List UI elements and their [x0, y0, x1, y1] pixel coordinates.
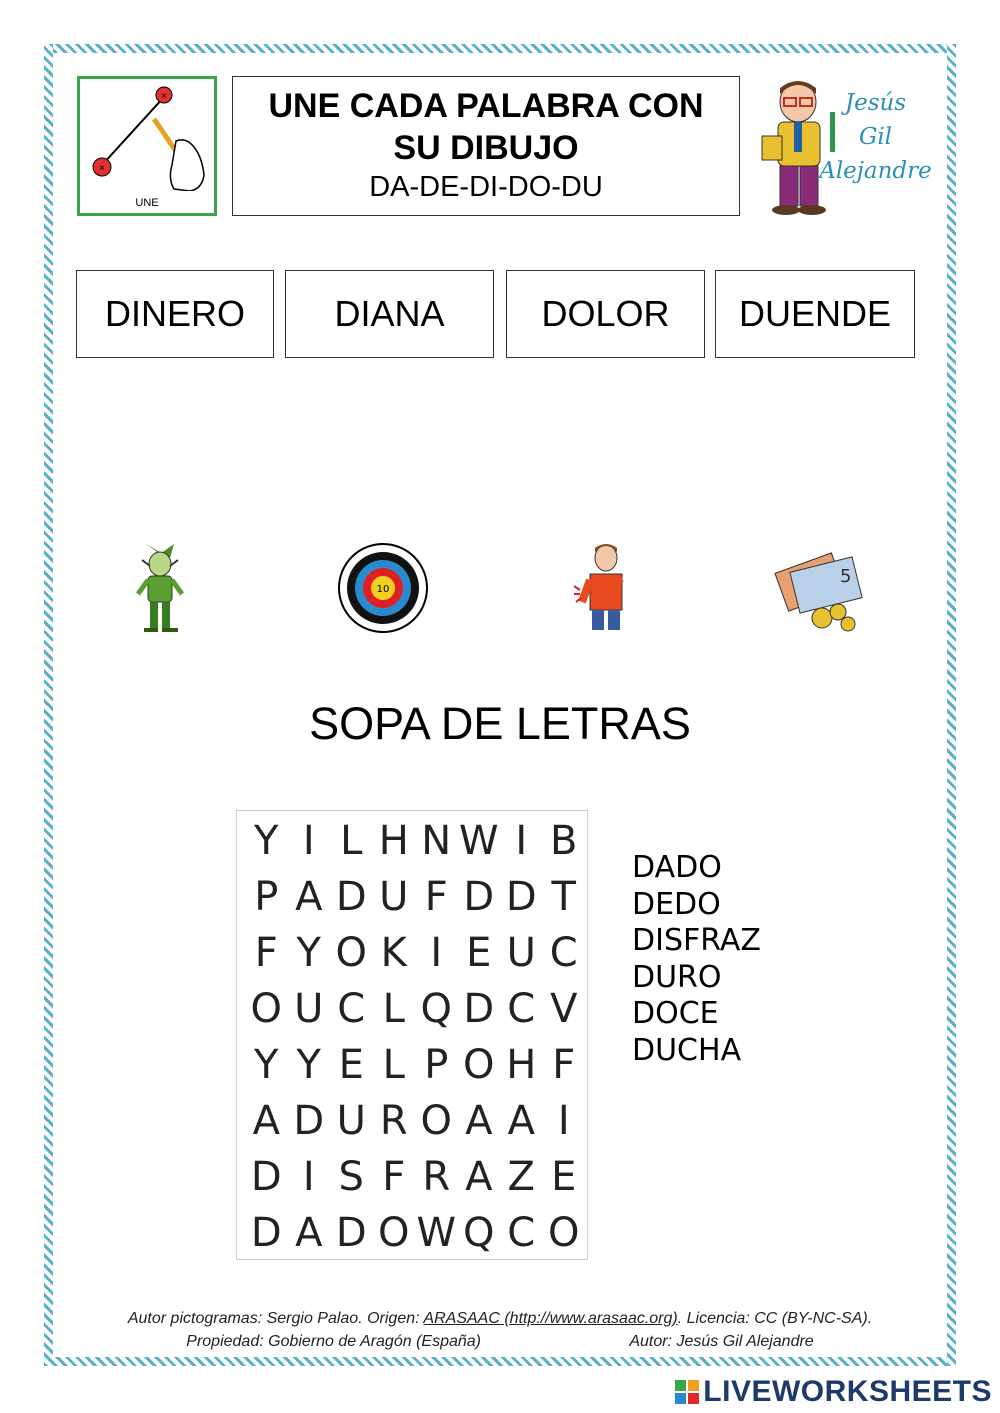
grid-cell[interactable]: L [340, 818, 363, 864]
grid-cell[interactable]: A [465, 1098, 493, 1144]
grid-cell[interactable]: H [506, 1042, 537, 1088]
grid-cell[interactable]: R [422, 1154, 451, 1200]
grid-cell[interactable]: I [515, 818, 528, 864]
grid-cell[interactable]: L [382, 986, 405, 1032]
grid-cell[interactable]: D [250, 1210, 282, 1256]
grid-cell[interactable]: F [254, 930, 278, 976]
target-icon[interactable] [337, 542, 429, 634]
grid-cell[interactable]: U [336, 1098, 366, 1144]
grid-cell[interactable]: P [254, 874, 279, 920]
svg-text:×: × [161, 91, 167, 102]
goblin-icon[interactable] [132, 540, 188, 636]
grid-cell[interactable]: Q [463, 1210, 495, 1256]
grid-cell[interactable]: T [551, 874, 576, 920]
grid-cell[interactable]: N [421, 818, 452, 864]
liveworksheets-mark-icon [675, 1380, 699, 1404]
word-box-dinero[interactable] [76, 270, 274, 358]
une-pictogram-label: UNE [135, 197, 159, 209]
une-pictogram [77, 76, 217, 216]
grid-cell[interactable]: P [424, 1042, 449, 1088]
grid-cell[interactable]: F [382, 1154, 406, 1200]
word-box-duende[interactable] [715, 270, 915, 358]
liveworksheets-logo[interactable] [675, 1375, 992, 1409]
credits-text: Autor pictogramas: Sergio Palao. Origen: [127, 1310, 424, 1327]
grid-cell[interactable]: C [507, 1210, 536, 1256]
list-item: DURO [632, 959, 722, 995]
grid-cell[interactable]: D [505, 874, 537, 920]
grid-cell[interactable]: L [382, 1042, 405, 1088]
credits-line-2 [0, 1333, 1000, 1351]
page-border-top [44, 44, 956, 53]
grid-cell[interactable]: I [430, 930, 443, 976]
grid-cell[interactable]: A [465, 1154, 493, 1200]
list-item: DUCHA [632, 1032, 742, 1068]
grid-cell[interactable]: D [335, 1210, 367, 1256]
page-title: UNE CADA PALABRA CON SU DIBUJO [268, 87, 704, 167]
word-label: DOLOR [541, 293, 670, 334]
grid-cell[interactable]: U [379, 874, 409, 920]
grid-cell[interactable]: Q [420, 986, 452, 1032]
grid-cell[interactable]: O [548, 1210, 580, 1256]
grid-cell[interactable]: H [378, 818, 409, 864]
author-signature-line: Alejandre [819, 158, 932, 184]
grid-cell[interactable]: A [295, 874, 323, 920]
list-item: DEDO [632, 886, 721, 922]
list-item: DISFRAZ [632, 923, 761, 959]
grid-cell[interactable]: C [507, 986, 536, 1032]
grid-cell[interactable]: C [337, 986, 366, 1032]
grid-cell[interactable]: K [380, 930, 407, 976]
liveworksheets-wordmark: LIVEWORKSHEETS [703, 1375, 992, 1408]
word-box-diana[interactable] [285, 270, 494, 358]
arasaac-link[interactable]: ARASAAC (http://www.arasaac.org) [423, 1310, 678, 1327]
grid-cell[interactable]: B [550, 818, 578, 864]
word-search-title: SOPA DE LETRAS [309, 698, 691, 749]
grid-cell[interactable]: U [294, 986, 324, 1032]
grid-cell[interactable]: Y [296, 930, 321, 976]
grid-cell[interactable]: D [293, 1098, 325, 1144]
grid-cell[interactable]: A [507, 1098, 535, 1144]
grid-cell[interactable]: O [250, 986, 282, 1032]
target-center-label: 10 [376, 584, 390, 595]
grid-cell[interactable]: F [552, 1042, 576, 1088]
page-subtitle: DA-DE-DI-DO-DU [369, 171, 603, 203]
word-label: DIANA [334, 293, 445, 334]
credits-line-1 [0, 1310, 1000, 1328]
word-search-grid[interactable] [236, 810, 588, 1260]
grid-cell[interactable]: E [338, 1042, 364, 1088]
grid-cell[interactable]: E [551, 1154, 577, 1200]
grid-cell[interactable]: E [466, 930, 492, 976]
grid-cell[interactable]: S [338, 1154, 364, 1200]
grid-cell[interactable]: O [420, 1098, 452, 1144]
money-icon[interactable] [770, 542, 866, 634]
grid-cell[interactable]: Y [254, 1042, 279, 1088]
banknote-value: 5 [840, 566, 852, 587]
grid-cell[interactable]: Z [507, 1154, 535, 1200]
author-signature [818, 86, 933, 188]
grid-cell[interactable]: I [302, 818, 315, 864]
grid-cell[interactable]: I [557, 1098, 570, 1144]
word-label: DINERO [104, 293, 245, 334]
grid-cell[interactable]: D [335, 874, 367, 920]
grid-cell[interactable]: W [458, 818, 499, 864]
grid-row [245, 925, 585, 981]
grid-cell[interactable]: A [295, 1210, 323, 1256]
grid-cell[interactable]: D [250, 1154, 282, 1200]
author-signature-line: Jesús [844, 90, 907, 116]
grid-cell[interactable]: O [378, 1210, 410, 1256]
word-search-list [632, 850, 761, 1070]
header-title-box [232, 76, 740, 216]
grid-cell[interactable]: Y [296, 1042, 321, 1088]
grid-cell[interactable]: C [549, 930, 578, 976]
pain-icon[interactable] [570, 542, 640, 632]
grid-cell[interactable]: R [379, 1098, 408, 1144]
credits-author: Autor: Jesús Gil Alejandre [629, 1333, 814, 1350]
grid-cell[interactable]: W [416, 1210, 457, 1256]
grid-row [245, 1093, 585, 1149]
page-border-bottom [44, 1357, 956, 1366]
credits-text: . Licencia: CC (BY-NC-SA). [677, 1310, 873, 1327]
grid-cell[interactable]: V [550, 986, 578, 1032]
grid-row [245, 813, 585, 869]
word-box-dolor[interactable] [506, 270, 705, 358]
grid-cell[interactable]: D [463, 986, 495, 1032]
grid-cell[interactable]: O [335, 930, 367, 976]
list-item: DOCE [632, 996, 719, 1032]
grid-cell[interactable]: O [463, 1042, 495, 1088]
grid-cell[interactable]: U [506, 930, 536, 976]
credits-owner: Propiedad: Gobierno de Aragón (España) [186, 1333, 481, 1350]
grid-row [245, 1037, 585, 1093]
grid-row [245, 869, 585, 925]
grid-cell[interactable]: D [463, 874, 495, 920]
author-signature-line: Gil [858, 124, 893, 150]
svg-text:×: × [99, 163, 105, 174]
grid-row [245, 1205, 585, 1261]
grid-cell[interactable]: I [302, 1154, 315, 1200]
grid-cell[interactable]: A [252, 1098, 280, 1144]
grid-row [245, 981, 585, 1037]
grid-row [245, 1149, 585, 1205]
grid-cell[interactable]: F [424, 874, 448, 920]
list-item: DADO [632, 850, 722, 885]
word-label: DUENDE [738, 293, 891, 334]
grid-cell[interactable]: Y [254, 818, 279, 864]
connect-dots-icon [80, 79, 214, 191]
